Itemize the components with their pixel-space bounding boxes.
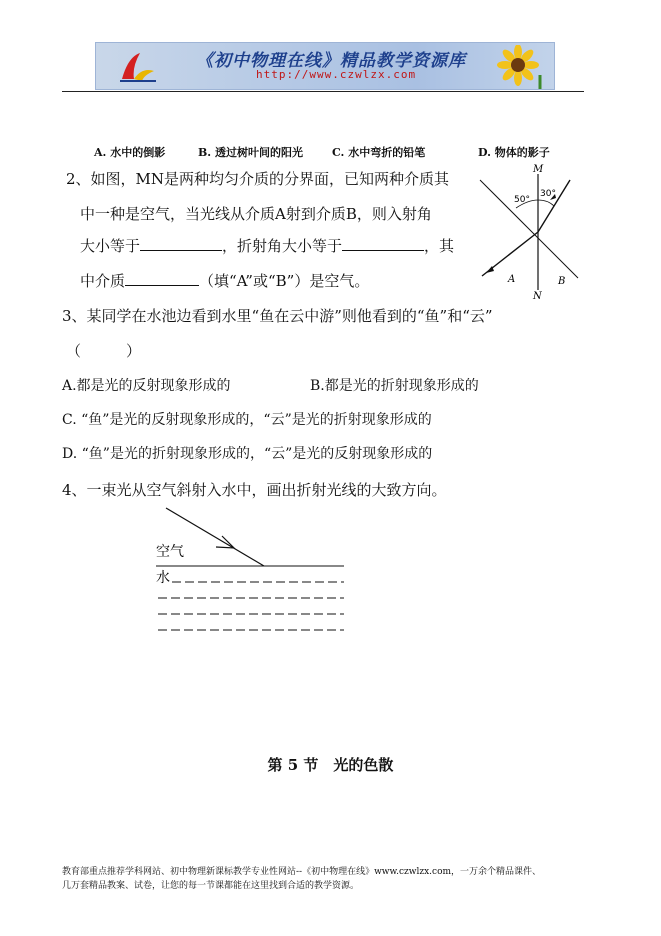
q2-line-4 xyxy=(80,270,369,291)
q2-line-4a: 中介质 xyxy=(80,272,126,290)
header-banner xyxy=(95,42,555,90)
q1-option-c: C. 水中弯折的铅笔 xyxy=(332,146,426,159)
footer-line-2: 几万套精品教案、试卷，让您的每一节课都能在这里找到合适的教学资源。 xyxy=(62,881,360,891)
banner-title: 《初中物理在线》精品教学资源库 xyxy=(196,51,466,71)
q3-option-d: D. “鱼”是光的折射现象形成的，“云”是光的反射现象形成的 xyxy=(62,446,433,462)
banner-url[interactable]: http://www.czwlzx.com xyxy=(256,68,417,81)
q2-line-3b: ，折射角大小等于 xyxy=(222,237,343,255)
q2-line-1: 2、如图，MN是两种均匀介质的分界面，已知两种介质其 xyxy=(66,170,450,188)
q3-answer-paren: （ ） xyxy=(66,342,142,360)
label-n: N xyxy=(533,291,542,300)
label-b: B xyxy=(558,276,566,287)
label-a: A xyxy=(508,274,516,285)
sunflower-icon xyxy=(488,45,552,89)
answer-blank-medium[interactable] xyxy=(125,271,199,286)
q1-option-a: A. 水中的倒影 xyxy=(94,146,166,159)
q2-line-3c: ，其 xyxy=(424,237,455,255)
label-water: 水 xyxy=(156,570,170,586)
footer-line-1: 教育部重点推荐学科网站、初中物理新课标教学专业性网站--《初中物理在线》www.czwlzx.com，一万余个精品课件、 xyxy=(62,867,542,877)
q1-option-b: B. 透过树叶间的阳光 xyxy=(198,146,303,159)
answer-blank-refraction[interactable] xyxy=(342,236,424,251)
section-title: 第 5 节 光的色散 xyxy=(267,756,394,774)
q3-option-b: B.都是光的折射现象形成的 xyxy=(310,378,479,394)
q3-option-a: A.都是光的反射现象形成的 xyxy=(62,378,231,394)
q2-line-3a: 大小等于 xyxy=(80,237,141,255)
angle-label-30: 30° xyxy=(540,189,556,199)
q2-line-3 xyxy=(80,235,454,256)
q1-option-d: D. 物体的影子 xyxy=(478,146,550,159)
q3-stem: 3、某同学在水池边看到水里“鱼在云中游”则他看到的“鱼”和“云” xyxy=(62,307,493,325)
label-m: M xyxy=(533,164,544,175)
header-rule xyxy=(62,91,584,92)
label-air: 空气 xyxy=(156,544,184,560)
air-water-figure xyxy=(150,500,350,640)
q2-line-4b: （填“A”或“B”）是空气。 xyxy=(199,272,370,290)
q2-line-2: 中一种是空气，当光线从介质A射到介质B，则入射角 xyxy=(80,205,432,223)
refraction-figure xyxy=(476,160,586,300)
answer-blank-incidence[interactable] xyxy=(140,236,222,251)
q4-stem: 4、一束光从空气斜射入水中，画出折射光线的大致方向。 xyxy=(62,481,447,499)
logo-icon xyxy=(118,49,158,85)
angle-label-50: 50° xyxy=(514,195,530,205)
q3-option-c: C. “鱼”是光的反射现象形成的，“云”是光的折射现象形成的 xyxy=(62,412,432,428)
